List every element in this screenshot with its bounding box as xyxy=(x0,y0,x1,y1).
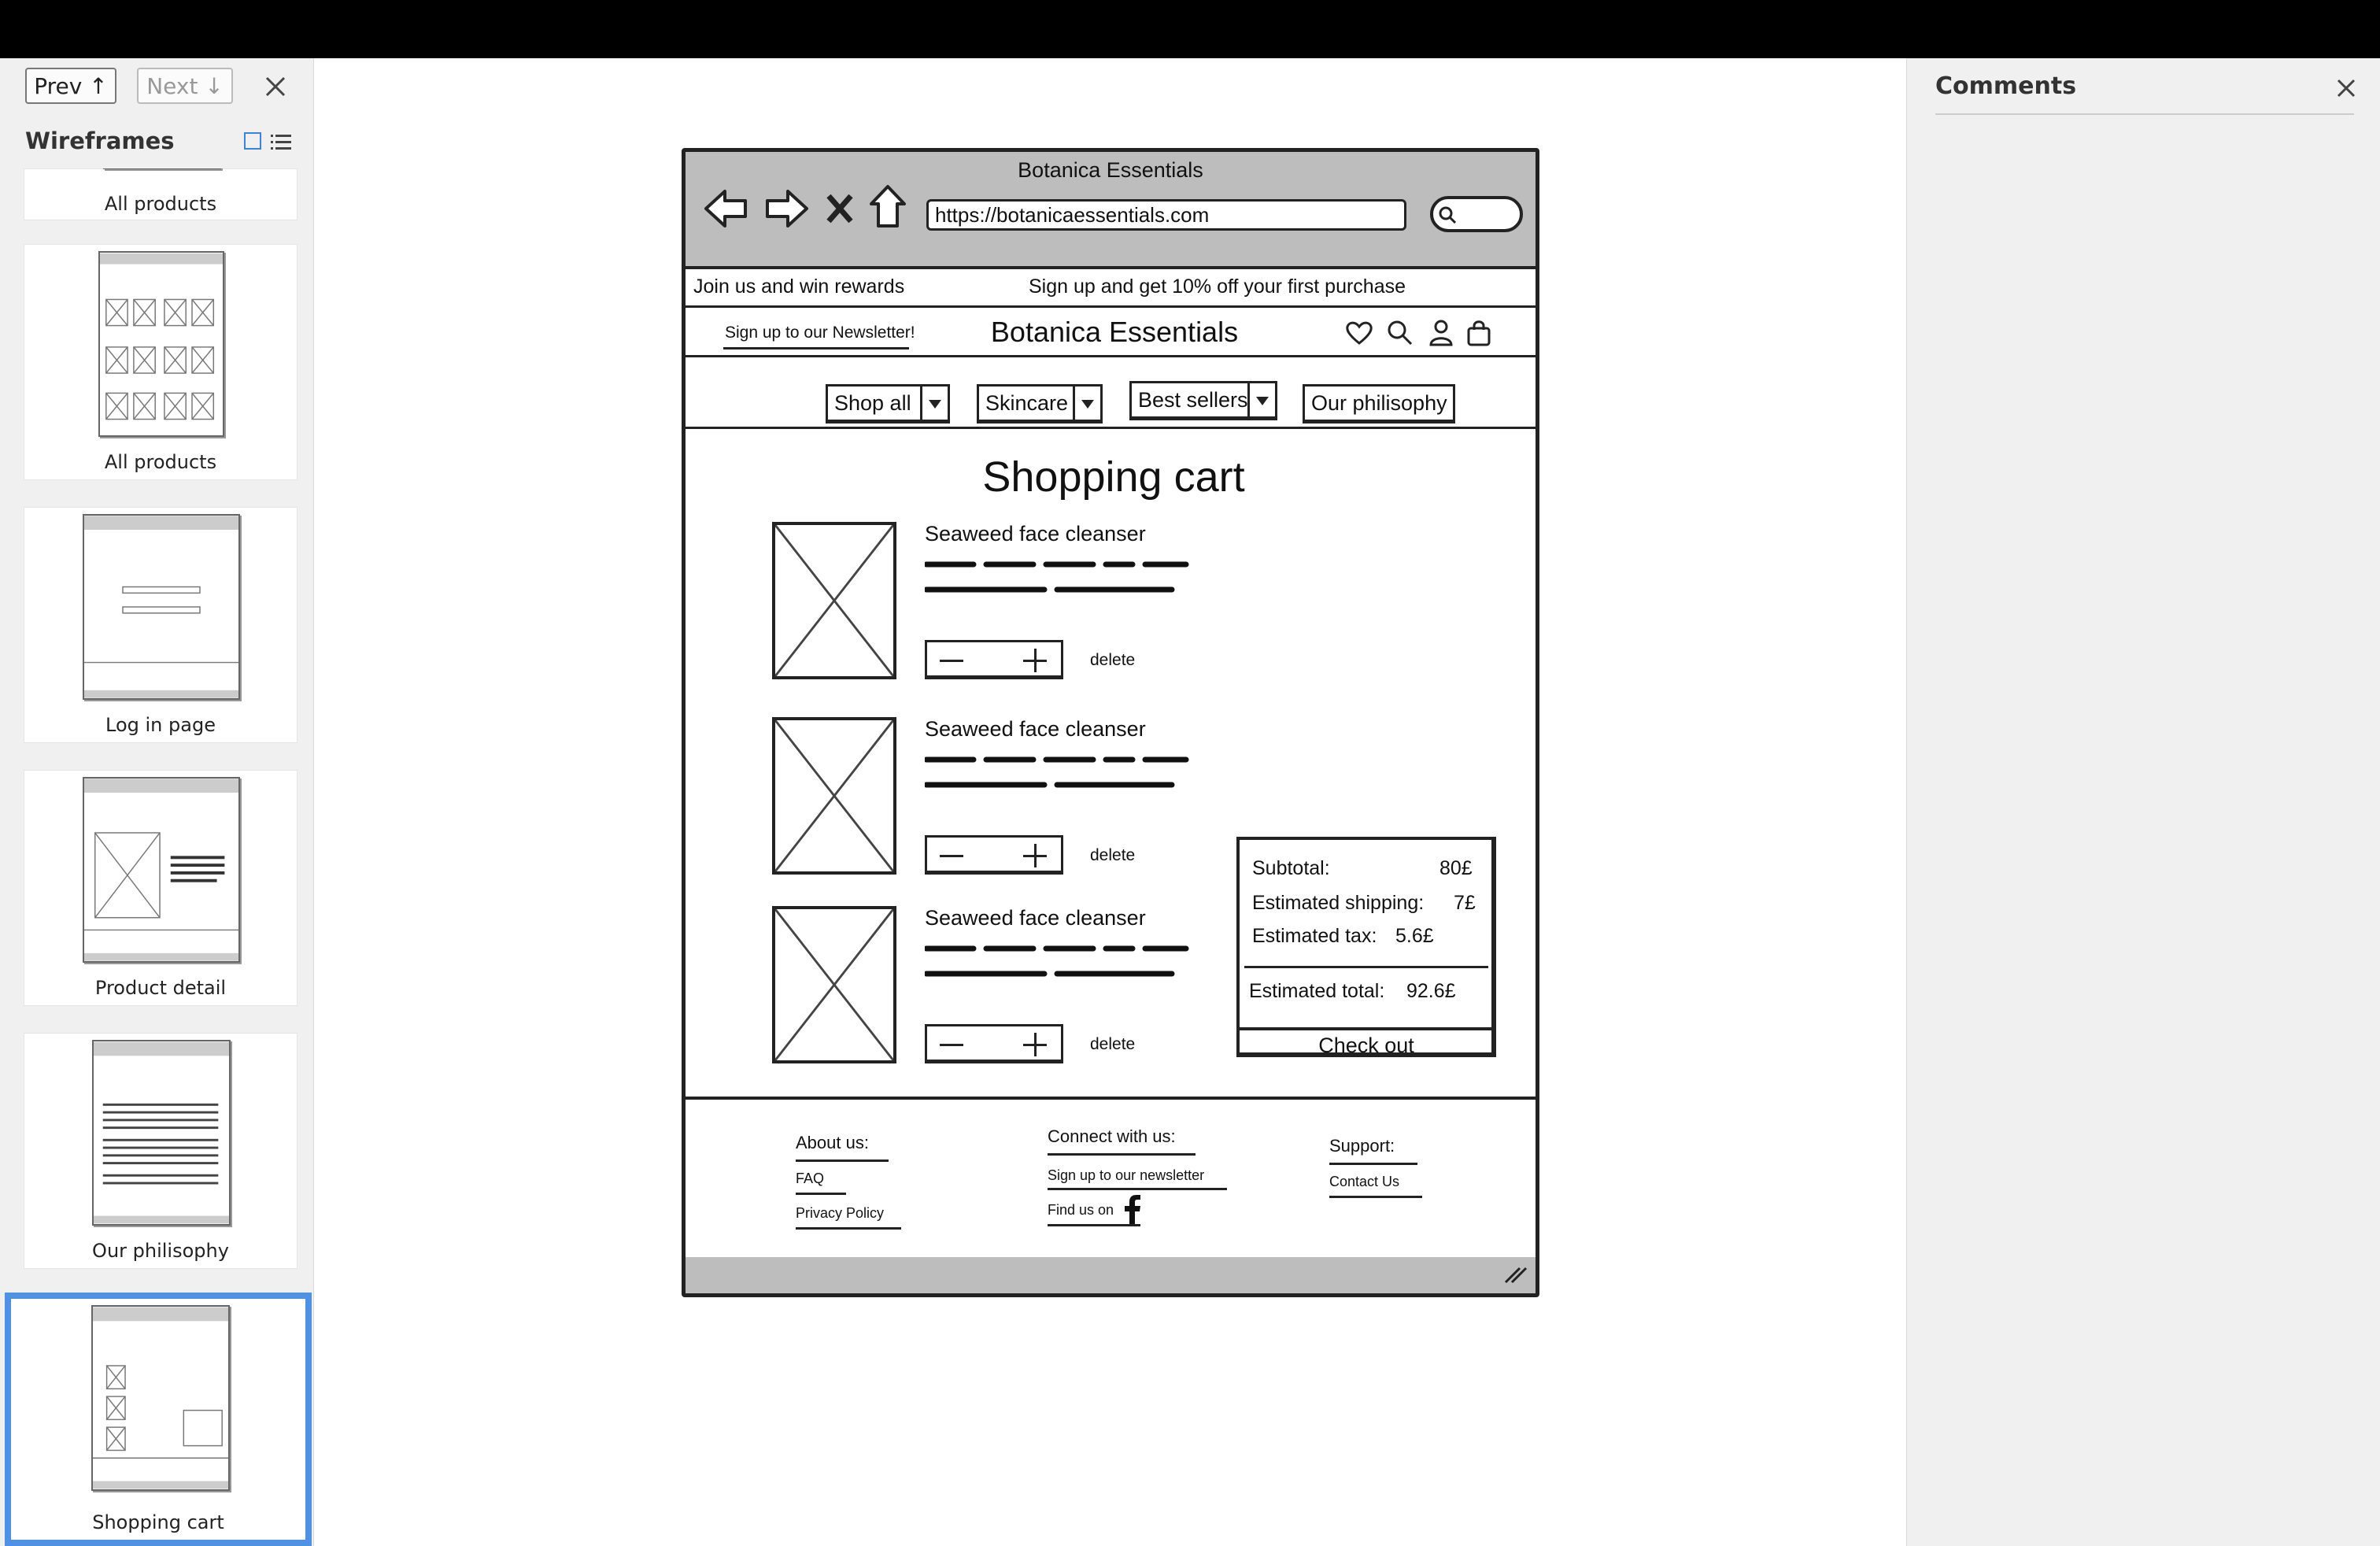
heart-icon[interactable] xyxy=(1345,320,1373,346)
thumbnail-label: All products xyxy=(104,451,217,473)
total-value: 92.6£ xyxy=(1406,980,1456,1002)
thumbnail-image xyxy=(92,1040,231,1226)
checkout-button[interactable]: Check out xyxy=(1240,1027,1493,1062)
promo-rewards-text: Join us and win rewards xyxy=(693,276,905,298)
main-nav xyxy=(686,357,1536,429)
promo-bar xyxy=(686,269,1536,308)
browser-search[interactable] xyxy=(1430,196,1523,232)
tax-value: 5.6£ xyxy=(1395,925,1434,947)
underline xyxy=(1048,1188,1227,1190)
page-thumbnail-all-products[interactable] xyxy=(24,244,298,480)
prev-button[interactable]: Prev ↑ xyxy=(25,68,116,104)
subtotal-value: 80£ xyxy=(1439,857,1473,879)
url-bar[interactable]: https://botanicaessentials.com xyxy=(926,199,1406,231)
site-footer xyxy=(686,1097,1536,1260)
total-label: Estimated total: xyxy=(1249,980,1385,1002)
nav-label: Shop all xyxy=(834,391,911,415)
tax-label: Estimated tax: xyxy=(1252,925,1377,947)
wireframe-canvas[interactable] xyxy=(682,148,1539,1297)
newsletter-link[interactable]: Sign up to our Newsletter! xyxy=(725,324,915,342)
product-image-placeholder xyxy=(772,717,896,875)
divider xyxy=(1935,113,2354,115)
stop-icon[interactable] xyxy=(824,191,856,226)
nav-shop-all[interactable] xyxy=(826,384,950,423)
divider xyxy=(1244,966,1488,968)
top-bar xyxy=(0,0,2380,58)
page-thumbnail-shopping-cart[interactable] xyxy=(5,1293,312,1546)
forward-arrow-icon[interactable] xyxy=(763,187,810,231)
close-icon[interactable] xyxy=(2332,74,2360,102)
footer-link-newsletter[interactable]: Sign up to our newsletter xyxy=(1048,1167,1205,1183)
page-thumbnail-product-detail[interactable] xyxy=(24,770,298,1006)
footer-link-privacy[interactable]: Privacy Policy xyxy=(796,1205,885,1221)
chevron-down-icon[interactable] xyxy=(1247,383,1275,418)
wireframes-panel xyxy=(0,58,314,1546)
footer-support-heading: Support: xyxy=(1329,1136,1395,1156)
product-image-placeholder xyxy=(772,522,896,679)
underline xyxy=(1329,1163,1417,1165)
back-arrow-icon[interactable] xyxy=(703,187,750,231)
panel-title: Wireframes xyxy=(25,128,175,154)
quantity-stepper[interactable] xyxy=(925,640,1063,679)
shipping-value: 7£ xyxy=(1454,892,1476,914)
product-image-placeholder xyxy=(772,906,896,1063)
nav-label: Skincare xyxy=(985,391,1069,415)
browser-title: Botanica Essentials xyxy=(1018,158,1203,182)
shipping-row xyxy=(1252,892,1479,915)
thumbnail-label: All products xyxy=(104,193,217,215)
thumbnail-image xyxy=(83,777,240,963)
footer-connect-heading: Connect with us: xyxy=(1048,1126,1176,1146)
plus-icon-stem xyxy=(1034,649,1037,672)
next-button[interactable]: Next ↓ xyxy=(137,68,233,104)
product-name[interactable]: Seaweed face cleanser xyxy=(925,522,1146,546)
thumbnail-image xyxy=(103,168,221,169)
page-title: Shopping cart xyxy=(982,453,1245,501)
facebook-icon[interactable] xyxy=(1123,1194,1142,1226)
thumbnail-image xyxy=(83,514,240,700)
home-icon[interactable] xyxy=(868,183,907,229)
browser-status-bar xyxy=(686,1257,1536,1293)
thumbnail-image xyxy=(98,251,224,437)
subtotal-row xyxy=(1252,857,1479,880)
plus-icon-stem xyxy=(1034,844,1037,867)
list-view-icon[interactable] xyxy=(271,132,291,151)
thumbnail-label: Shopping cart xyxy=(92,1511,224,1533)
site-header xyxy=(686,308,1536,357)
footer-link-faq[interactable]: FAQ xyxy=(796,1171,825,1186)
user-icon[interactable] xyxy=(1428,319,1454,347)
shopping-bag-icon[interactable] xyxy=(1466,319,1491,347)
underline xyxy=(1048,1153,1196,1156)
tax-row xyxy=(1252,925,1479,948)
thumbnail-label: Product detail xyxy=(94,977,227,999)
minus-icon[interactable] xyxy=(940,1044,963,1046)
chevron-down-icon[interactable] xyxy=(1073,386,1100,421)
footer-link-contact[interactable]: Contact Us xyxy=(1329,1174,1400,1189)
footer-about-heading: About us: xyxy=(796,1133,869,1152)
page-thumbnail-log-in[interactable] xyxy=(24,507,298,743)
comments-panel xyxy=(1906,58,2380,1546)
nav-our-philisophy[interactable] xyxy=(1303,384,1455,423)
comments-title: Comments xyxy=(1935,72,2077,100)
search-icon xyxy=(1438,205,1458,226)
thumbnail-image xyxy=(91,1305,230,1491)
nav-label: Our philisophy xyxy=(1311,391,1447,415)
underline xyxy=(796,1227,901,1230)
total-row xyxy=(1249,980,1479,1003)
placeholder-text xyxy=(925,749,1192,797)
page-thumbnail-all-products-partial[interactable] xyxy=(24,168,298,220)
cart-item xyxy=(772,522,1480,687)
subtotal-label: Subtotal: xyxy=(1252,857,1330,879)
underline xyxy=(796,1193,846,1195)
search-icon[interactable] xyxy=(1386,319,1414,347)
nav-best-sellers[interactable] xyxy=(1129,381,1277,420)
chevron-down-icon[interactable] xyxy=(920,386,948,421)
underline xyxy=(1048,1224,1140,1226)
underline xyxy=(796,1160,889,1162)
delete-link[interactable]: delete xyxy=(1090,651,1136,669)
placeholder-text xyxy=(925,553,1192,602)
grid-view-icon[interactable] xyxy=(244,132,261,150)
quantity-stepper[interactable] xyxy=(925,835,1063,875)
thumbnail-label: Our philisophy xyxy=(92,1240,229,1262)
resize-handle-icon[interactable] xyxy=(1502,1265,1528,1285)
product-name[interactable]: Seaweed face cleanser xyxy=(925,717,1146,741)
plus-icon-stem xyxy=(1034,1033,1037,1056)
quantity-stepper[interactable] xyxy=(925,1024,1063,1063)
minus-icon[interactable] xyxy=(940,855,963,857)
order-summary xyxy=(1236,837,1496,1057)
delete-link[interactable]: delete xyxy=(1090,846,1136,864)
nav-label: Best sellers xyxy=(1138,388,1248,412)
delete-link[interactable]: delete xyxy=(1090,1035,1136,1053)
page-thumbnail-our-philisophy[interactable] xyxy=(24,1033,298,1269)
minus-icon[interactable] xyxy=(940,660,963,662)
page-thumbnail-list xyxy=(0,168,313,1546)
product-name[interactable]: Seaweed face cleanser xyxy=(925,906,1146,930)
thumbnail-label: Log in page xyxy=(105,714,216,736)
nav-skincare[interactable] xyxy=(977,384,1103,423)
brand-name: Botanica Essentials xyxy=(990,316,1239,348)
browser-chrome xyxy=(686,152,1536,269)
placeholder-text xyxy=(925,938,1192,986)
shipping-label: Estimated shipping: xyxy=(1252,892,1425,914)
footer-link-find-us[interactable]: Find us on xyxy=(1048,1202,1114,1218)
underline xyxy=(1329,1196,1422,1198)
close-icon[interactable] xyxy=(260,71,291,102)
promo-discount-text: Sign up and get 10% off your first purchase xyxy=(1029,276,1406,298)
